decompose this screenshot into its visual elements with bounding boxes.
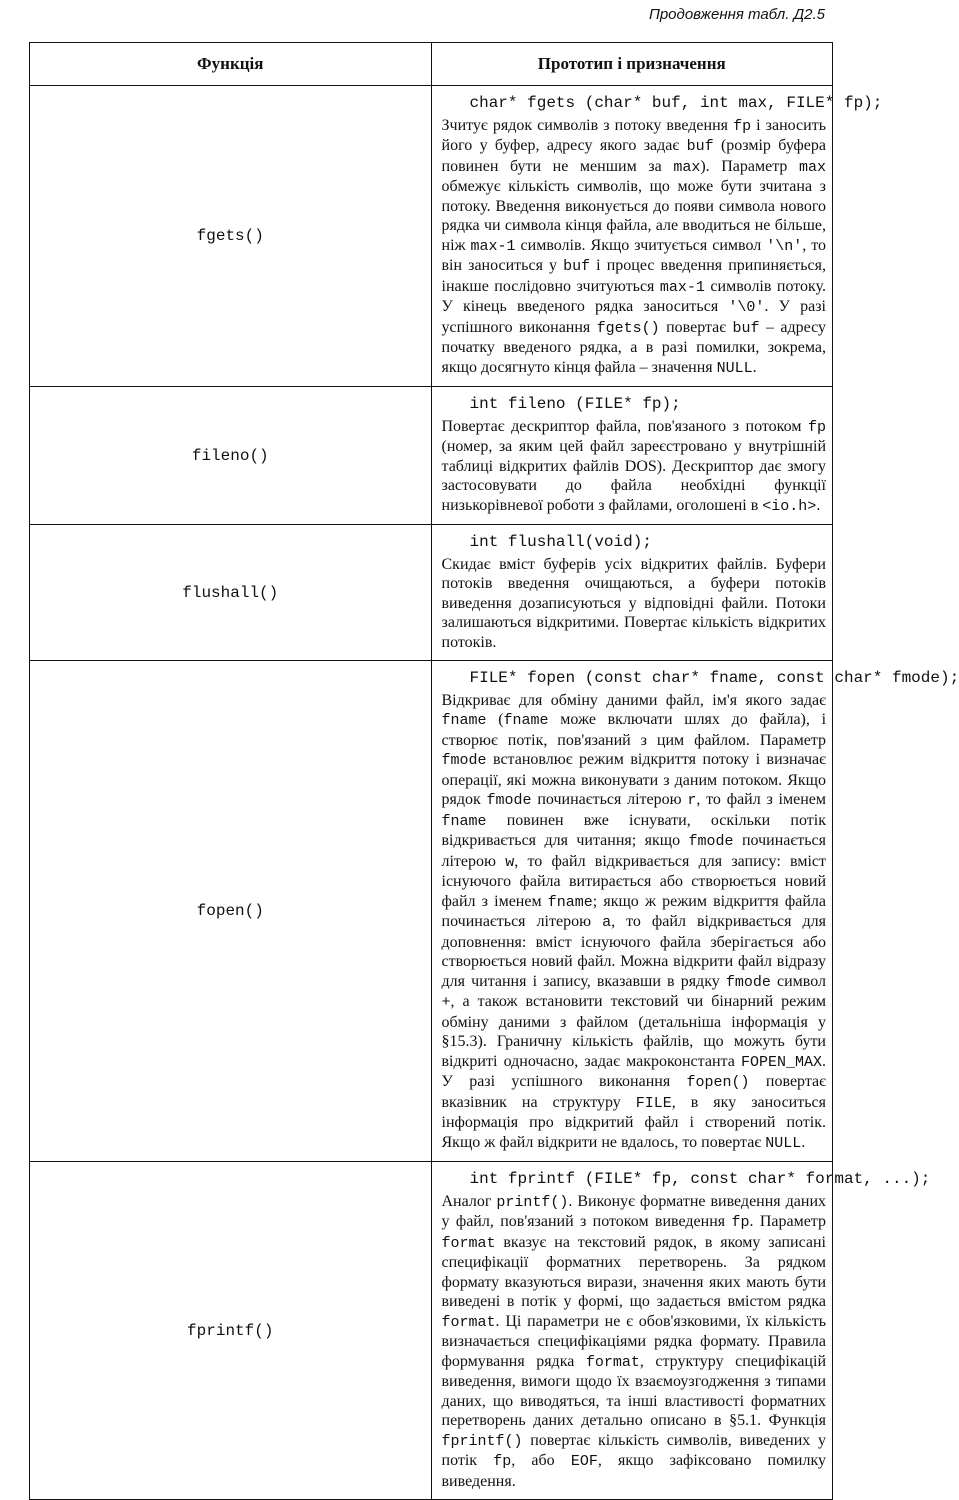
text-fragment: , якщо зафіксовано помилку виведення. xyxy=(441,1452,826,1490)
code-fragment: format xyxy=(441,1234,496,1252)
text-fragment: , або xyxy=(511,1452,571,1469)
function-name: fopen() xyxy=(30,661,432,1162)
code-fragment: fgets() xyxy=(596,319,660,337)
function-name: flushall() xyxy=(30,525,432,661)
code-fragment: a xyxy=(602,914,612,931)
function-prototype: char* fgets (char* buf, int max, FILE* fp); xyxy=(469,94,883,112)
text-fragment: Повертає дескриптор файла, пов'язаного з потоком xyxy=(441,417,808,435)
text-fragment: . Параметр xyxy=(749,1213,826,1230)
function-prototype: FILE* fopen (const char* fname, const char* fmode); xyxy=(469,669,959,687)
text-fragment: , то файл відкривається для запису: вміст існуючого файла витирається або створюється новий файл з іменем xyxy=(441,852,826,910)
code-fragment: fp xyxy=(733,117,752,135)
code-fragment: fname xyxy=(441,712,487,729)
text-fragment: , в яку заноситься інформація про відкритий файл і створений потік. Якщо ж файл відкрити не вдалось, то повертає xyxy=(441,1093,826,1151)
text-fragment: . Ці параметри не є обов'язковими, їх кількість визначається специфікаціями рядка формату. Правила формування рядка xyxy=(441,1312,826,1370)
code-fragment: fmode xyxy=(688,833,734,850)
code-fragment: format xyxy=(585,1353,640,1371)
text-fragment: , то він заноситься у xyxy=(441,236,827,274)
function-description-cell xyxy=(431,525,833,661)
text-fragment: . xyxy=(801,1133,806,1151)
text-fragment: . У разі успішного виконання xyxy=(441,298,827,336)
function-description xyxy=(442,417,827,517)
text-fragment: . Виконує форматне виведення даних у файл, пов'язаний з потоком виведення xyxy=(441,1192,827,1230)
table-row xyxy=(30,387,833,525)
function-name: fgets() xyxy=(30,86,432,387)
text-fragment: (номер, за яким цей файл зареєстровано у внутрішній таблиці відкритих файлів DOS). Дескриптор дає змогу застосовувати до файла необхідні функції низькорівневої роботи з файлами, оголошені в xyxy=(441,438,826,514)
text-fragment: обмежує кількість символів, що може бути зчитана з потоку. Введення виконується до появи символа нового рядка чи символа кінця файла, але вводиться не більше, ніж xyxy=(441,178,826,254)
text-fragment: , то файл відкривається для доповнення: вміст існуючого файла зберігається або створюється новий файл. Можна відкрити файл відразу для читання і запису, вказавши в рядку xyxy=(441,913,826,990)
code-fragment: fopen() xyxy=(686,1074,750,1091)
text-fragment: встановлює режим відкриття потоку і визначає операції, які можна виконувати з даним потоком. Якщо рядок xyxy=(441,751,826,808)
text-fragment: . xyxy=(752,358,757,376)
text-fragment: вказує на текстовий рядок, в якому записані специфікації форматних перетворень. За рядком формату вказуються вирази, значення яких мають бути виведені в потік у формі, що задається вмістом рядка xyxy=(441,1233,826,1310)
function-description xyxy=(442,116,827,379)
text-fragment: може включати шлях до файла), і створює потік, пов'язаний з цим файлом. Параметр xyxy=(441,711,827,749)
function-prototype: int fileno (FILE* fp); xyxy=(469,395,681,413)
text-fragment: і процес введення припиняється, інакше послідовно зчитуються xyxy=(441,257,827,295)
code-fragment: buf xyxy=(563,258,591,275)
function-prototype: int flushall(void); xyxy=(469,533,652,551)
code-fragment: fname xyxy=(503,712,549,729)
code-fragment: max xyxy=(673,158,701,176)
text-fragment: Відкриває для обміну даними файл, ім'я якого задає xyxy=(441,691,826,709)
text-fragment: – адресу початку введеного рядка, а в разі помилки, зокрема, якщо досягнуто кінця файла – значення xyxy=(441,318,826,376)
header-function: Функція xyxy=(30,43,432,86)
text-fragment: повертає xyxy=(659,318,733,336)
table-row xyxy=(30,661,833,1162)
table-row xyxy=(30,525,833,661)
table-row xyxy=(30,1162,833,1500)
code-fragment: max-1 xyxy=(659,278,705,296)
code-fragment: + xyxy=(441,994,451,1011)
text-fragment: ; якщо ж режим відкриття файла починається літерою xyxy=(441,892,826,930)
code-fragment: EOF xyxy=(570,1453,598,1470)
table-row xyxy=(30,86,833,387)
function-description-cell xyxy=(431,86,883,387)
code-fragment: fp xyxy=(493,1453,512,1470)
text-fragment: починається літерою xyxy=(531,791,688,808)
text-fragment: повинен вже існувати, оскільки потік відкривається для читання; якщо xyxy=(441,811,826,849)
table-body xyxy=(30,86,959,1500)
function-description-cell xyxy=(431,1162,931,1500)
text-fragment: починається літерою xyxy=(441,832,826,870)
text-fragment: Скидає вміст буферів усіх відкритих файлів. Буфери потоків введення очищаються, а буфери потоків виведення дозаписуються у відповідні файли. Потоки залишаються відкритими. Повертає кількість відкритих потоків. xyxy=(441,555,826,651)
functions-table xyxy=(29,42,959,1500)
text-fragment: символів потоку. У кінець введеного рядка заноситься xyxy=(441,277,827,315)
text-fragment: символ xyxy=(770,972,826,990)
function-description xyxy=(442,555,827,653)
text-fragment: ( xyxy=(486,711,504,728)
code-fragment: fname xyxy=(441,812,487,830)
text-fragment: повертає вказівник на структуру xyxy=(441,1073,826,1111)
text-fragment: . xyxy=(816,496,821,514)
code-fragment: '\n' xyxy=(766,237,803,255)
code-fragment: FOPEN_MAX xyxy=(740,1053,822,1071)
text-fragment: Аналог xyxy=(441,1192,497,1210)
code-fragment: <io.h> xyxy=(762,497,817,515)
code-fragment: fp xyxy=(807,418,826,436)
table-continuation-caption: Продовження табл. Д2.5 xyxy=(648,6,825,23)
code-fragment: fp xyxy=(731,1214,750,1231)
code-fragment: fmode xyxy=(441,752,487,769)
text-fragment: символів. Якщо зчитується символ xyxy=(515,236,767,254)
header-prototype: Прототип і призначення xyxy=(431,43,833,86)
code-fragment: w xyxy=(505,853,515,871)
function-description-cell xyxy=(431,387,833,525)
code-fragment: fname xyxy=(547,893,593,911)
code-fragment: NULL xyxy=(716,359,753,377)
code-fragment: '\0' xyxy=(728,299,765,316)
text-fragment: і заносить його у буфер, адресу якого задає xyxy=(441,116,827,154)
code-fragment: fprintf() xyxy=(441,1432,523,1450)
function-name: fprintf() xyxy=(30,1162,432,1500)
text-fragment: , структуру специфікацій виведення, вимоги щодо їх взаємоузгодження з типами даних, що виводяться, та інші властивості форматних перетворень даних детально описано в §5.1. Функція xyxy=(441,1352,826,1429)
code-fragment: format xyxy=(441,1313,496,1331)
function-prototype: int fprintf (FILE* fp, const char* format, ...); xyxy=(469,1170,931,1188)
function-description xyxy=(442,691,827,1154)
code-fragment: printf() xyxy=(496,1193,569,1211)
code-fragment: r xyxy=(687,792,697,809)
table-header-row xyxy=(30,43,833,86)
text-fragment: Зчитує рядок символів з потоку введення xyxy=(441,116,734,134)
function-description xyxy=(442,1192,827,1492)
text-fragment: повертає кількість символів, виведених у потік xyxy=(441,1431,826,1469)
text-fragment: , а також встановити текстовий чи бінарний режим обміну даними з файлом (детальніша інформація у §15.3). Граничну кількість файлів, що можуть бути відкриті одночасно, задає макроконстанта xyxy=(441,993,826,1070)
function-description-cell xyxy=(431,661,959,1162)
text-fragment: . У разі успішного виконання xyxy=(441,1052,826,1090)
function-name: fileno() xyxy=(30,387,432,525)
text-fragment: ). Параметр xyxy=(700,157,799,175)
code-fragment: max xyxy=(799,158,827,176)
code-fragment: fmode xyxy=(486,792,532,809)
code-fragment: max-1 xyxy=(470,237,516,255)
code-fragment: buf xyxy=(732,319,760,337)
code-fragment: fmode xyxy=(725,973,771,991)
code-fragment: FILE xyxy=(635,1094,672,1112)
code-fragment: buf xyxy=(686,138,714,155)
text-fragment: (розмір буфера повинен бути не меншим за xyxy=(441,137,826,175)
text-fragment: , то файл з іменем xyxy=(696,791,827,808)
code-fragment: NULL xyxy=(765,1134,802,1152)
